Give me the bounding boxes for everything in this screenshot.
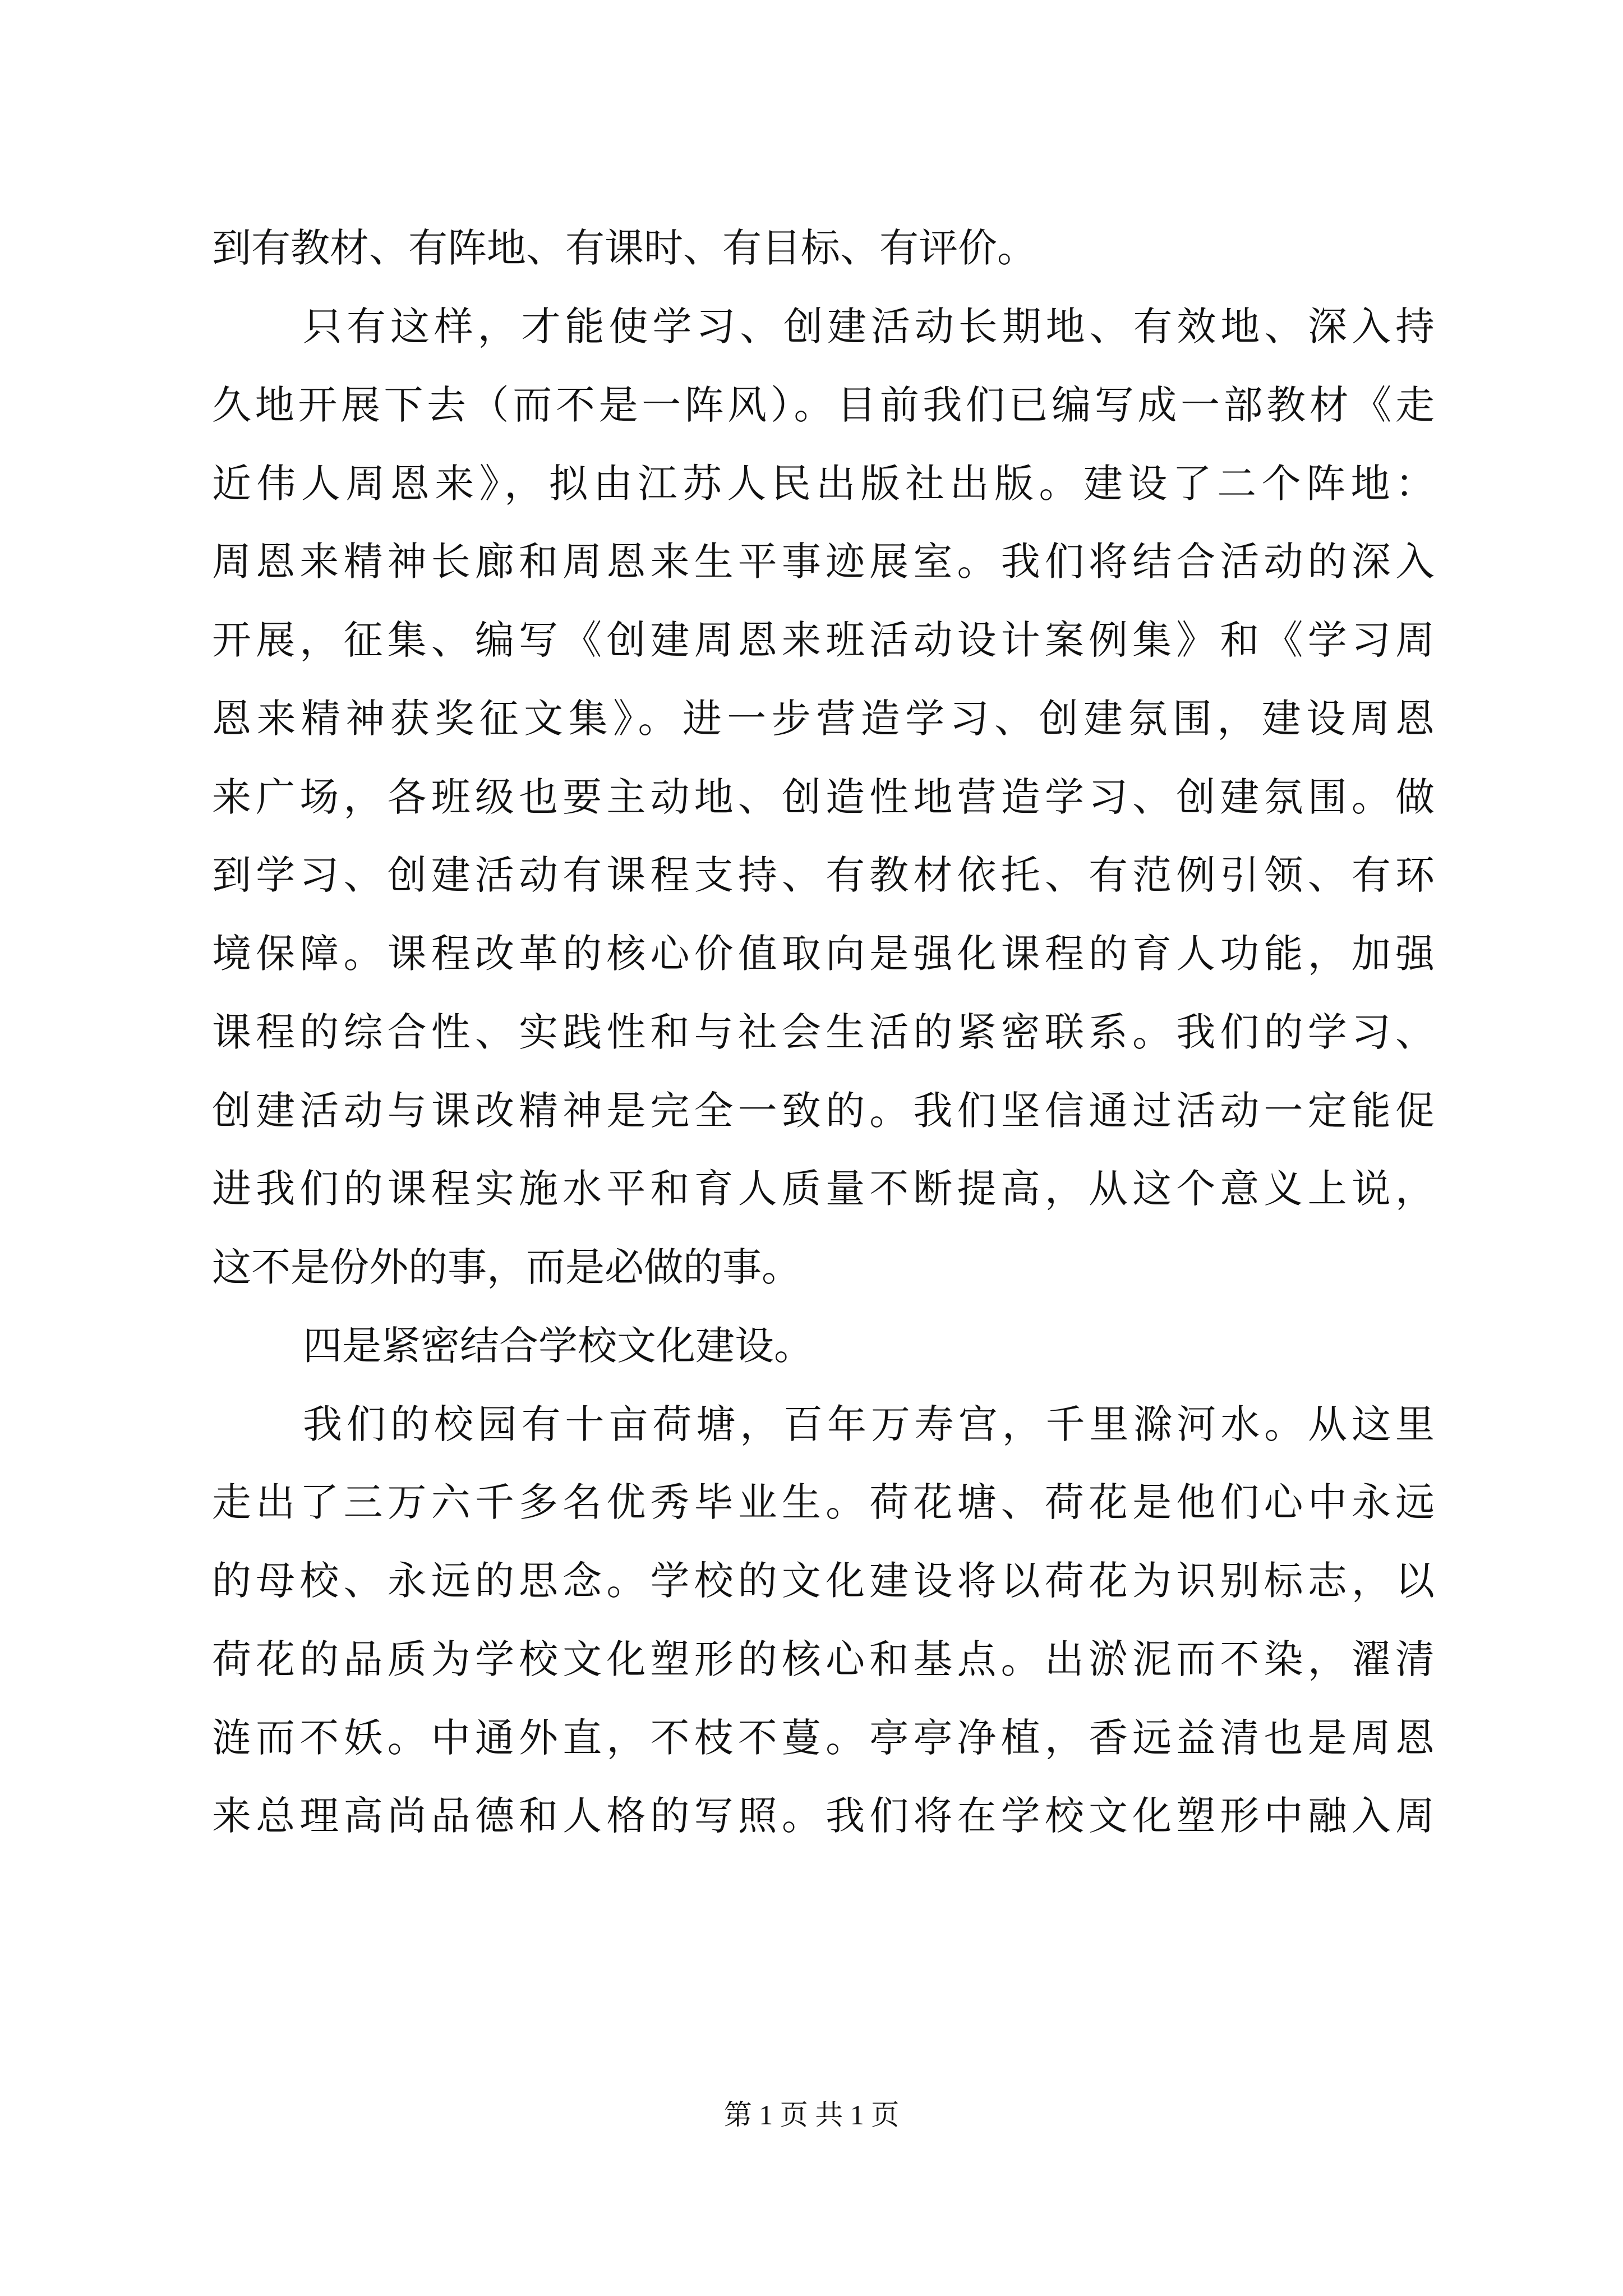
text-line: 涟而不妖。中通外直，不枝不蔓。亭亭净植，香远益清也是周恩 [212,1715,1435,1761]
text-line: 到有教材、有阵地、有课时、有目标、有评价。 [212,225,1036,271]
paragraph-first-line: 只有这样，才能使学习、创建活动长期地、有效地、深入持 [303,303,1435,349]
text-line: 创建活动与课改精神是完全一致的。我们坚信通过活动一定能促 [212,1088,1435,1134]
text-line: 来广场，各班级也要主动地、创造性地营造学习、创建氛围。做 [212,774,1435,820]
text-line: 开展，征集、编写《创建周恩来班活动设计案例集》和《学习周 [212,617,1435,663]
text-line: 近伟人周恩来》，拟由江苏人民出版社出版。建设了二个阵地： [212,461,1435,507]
text-line: 走出了三万六千多名优秀毕业生。荷花塘、荷花是他们心中永远 [212,1479,1435,1525]
text-line: 进我们的课程实施水平和育人质量不断提高，从这个意义上说， [212,1166,1435,1212]
text-line: 到学习、创建活动有课程支持、有教材依托、有范例引领、有环 [212,852,1435,898]
text-line: 课程的综合性、实践性和与社会生活的紧密联系。我们的学习、 [212,1009,1435,1055]
paragraph-first-line: 我们的校园有十亩荷塘，百年万寿宫，千里滁河水。从这里 [303,1401,1435,1447]
text-line: 恩来精神获奖征文集》。进一步营造学习、创建氛围，建设周恩 [212,696,1435,742]
text-line: 的母校、永远的思念。学校的文化建设将以荷花为识别标志，以 [212,1558,1435,1604]
text-line: 周恩来精神长廊和周恩来生平事迹展室。我们将结合活动的深入 [212,539,1435,585]
section-heading: 四是紧密结合学校文化建设。 [303,1323,813,1369]
page-number-footer: 第 1 页 共 1 页 [723,2099,900,2131]
text-line: 久地开展下去（而不是一阵风）。目前我们已编写成一部教材《走 [212,382,1435,428]
text-line: 这不是份外的事，而是必做的事。 [212,1244,801,1290]
text-line: 荷花的品质为学校文化塑形的核心和基点。出淤泥而不染，濯清 [212,1636,1435,1682]
text-line: 来总理高尚品德和人格的写照。我们将在学校文化塑形中融入周 [212,1793,1435,1839]
text-line: 境保障。课程改革的核心价值取向是强化课程的育人功能，加强 [212,931,1435,977]
